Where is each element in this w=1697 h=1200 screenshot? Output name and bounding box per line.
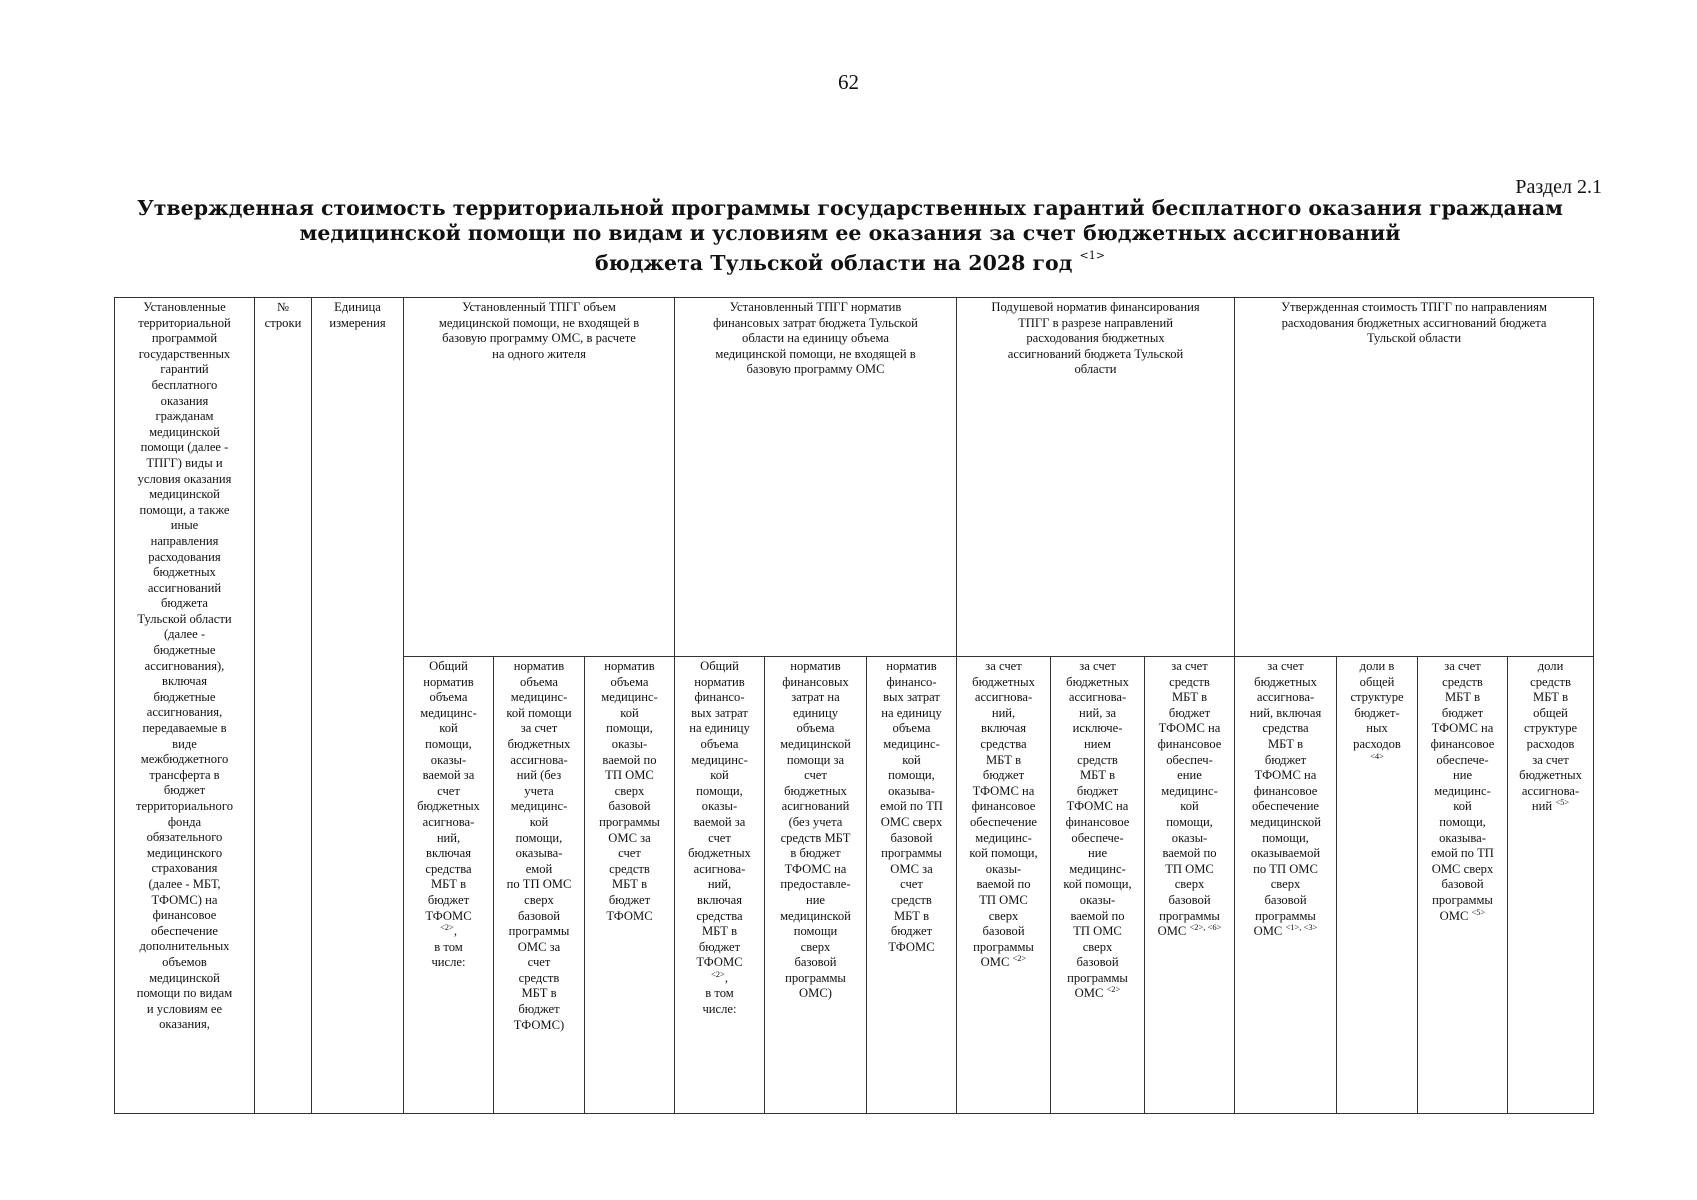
page-number: 62 [838,70,859,94]
title-line-1: Утвержденная стоимость территориальной программы государственных гарантий бесплатного оказания гражданам [137,196,1563,220]
subheader-cell: норматив объема медицинс- кой помощи за счет бюджетных ассигнова- ний (без учета медицинс- кой помощи, оказыва- емой по ТП ОМС сверх базовой программы ОМС за счет средств МБТ в бюджет ТФОМС) [494,657,585,1114]
subheader-cell: норматив финансовых затрат на единицу объема медицинской помощи за счет бюджетных асигнований (без учета средств МБТ в бюджет ТФОМС на предоставле- ние медицинской помощи сверх базовой программы ОМС) [765,657,867,1114]
title-line-3: бюджета Тульской области на 2028 год [595,250,1073,275]
header-row-number: № строки [255,298,312,1114]
subheader-cell: доли в общей структуре бюджет- ных расходов $^{<4>}$ [1337,657,1418,1114]
subheader-cell: за счет бюджетных ассигнова- ний, включая средства МБТ в бюджет ТФОМС на финансовое обеспечение медицинс- кой помощи, оказы- ваемой по ТП ОМС сверх базовой программы ОМС $^{<2>}$ [957,657,1051,1114]
subheader-cell: за счет бюджетных ассигнова- ний, за исключе- нием средств МБТ в бюджет ТФОМС на финансовое обеспече- ние медицинс- кой помощи, оказы- ваемой по ТП ОМС сверх базовой программы ОМС $^{<2>}$ [1051,657,1145,1114]
header-group-approved-cost: Утвержденная стоимость ТПГГ по направлениям расходования бюджетных ассигнований бюджета Тульской области [1235,298,1594,657]
subheader-cell: норматив объема медицинс- кой помощи, оказы- ваемой по ТП ОМС сверх базовой программы ОМС за счет средств МБТ в бюджет ТФОМС [585,657,675,1114]
cost-table-wrapper [114,297,1594,1114]
header-group-volume: Установленный ТПГГ объем медицинской помощи, не входящей в базовую программу ОМС, в расчете на одного жителя [404,298,675,657]
subheader-cell: за счет бюджетных ассигнова- ний, включая средства МБТ в бюджет ТФОМС на финансовое обеспечение медицинской помощи, оказываемой по ТП ОМС сверх базовой программы ОМС $^{<1>, <3>}$ [1235,657,1337,1114]
header-group-per-capita: Подушевой норматив финансирования ТПГГ в разрезе направлений расходования бюджетных ассигнований бюджета Тульской области [957,298,1235,657]
subheader-cell: Общий норматив финансо- вых затрат на единицу объема медицинс- кой помощи, оказы- ваемой за счет бюджетных асигнова- ний, включая средства МБТ в бюджет ТФОМС $^{<2>}$, в том числе: [675,657,765,1114]
title-line-2: медицинской помощи по видам и условиям ее оказания за счет бюджетных ассигнований [299,221,1401,245]
subheader-cell: норматив финансо- вых затрат на единицу объема медицинс- кой помощи, оказыва- емой по ТП ОМС сверх базовой программы ОМС за счет средств МБТ в бюджет ТФОМС [867,657,957,1114]
header-unit: Единица измерения [312,298,404,1114]
cost-table [114,297,1594,1114]
subheader-cell: за счет средств МБТ в бюджет ТФОМС на финансовое обеспече- ние медицинс- кой помощи, оказыва- емой по ТП ОМС сверх базовой программы ОМС $^{<5>}$ [1418,657,1508,1114]
subheader-cell: доли средств МБТ в общей структуре расходов за счет бюджетных ассигнова- ний $^{<5>}$ [1508,657,1594,1114]
document-title [120,196,1580,276]
header-service-types: Установленные территориальной программой государственных гарантий бесплатного оказания гражданам медицинской помощи (далее - ТПГГ) виды и условия оказания медицинской помощи, а также иные направления расходования бюджетных ассигнований бюджета Тульской области (далее - бюджетные ассигнования), включая бюджетные ассигнования, передаваемые в виде межбюджетного трансферта в бюджет территориального фонда обязательного медицинского страхования (далее - МБТ, ТФОМС) на финансовое обеспечение дополнительных объемов медицинской помощи по видам и условиям ее оказания, [115,298,255,1114]
section-label: Раздел 2.1 [1515,176,1602,198]
subheader-cell: Общий норматив объема медицинс- кой помощи, оказы- ваемой за счет бюджетных асигнова- ний, включая средства МБТ в бюджет ТФОМС $^{<2>}$, в том числе: [404,657,494,1114]
title-footnote: <1> [1079,249,1105,262]
header-group-cost-norm: Установленный ТПГГ норматив финансовых затрат бюджета Тульской области на единицу объема медицинской помощи, не входящей в базовую программу ОМС [675,298,957,657]
subheader-cell: за счет средств МБТ в бюджет ТФОМС на финансовое обеспеч- ение медицинс- кой помощи, оказы- ваемой по ТП ОМС сверх базовой программы ОМС $^{<2>, <6>}$ [1145,657,1235,1114]
header-row-groups [115,298,1594,657]
